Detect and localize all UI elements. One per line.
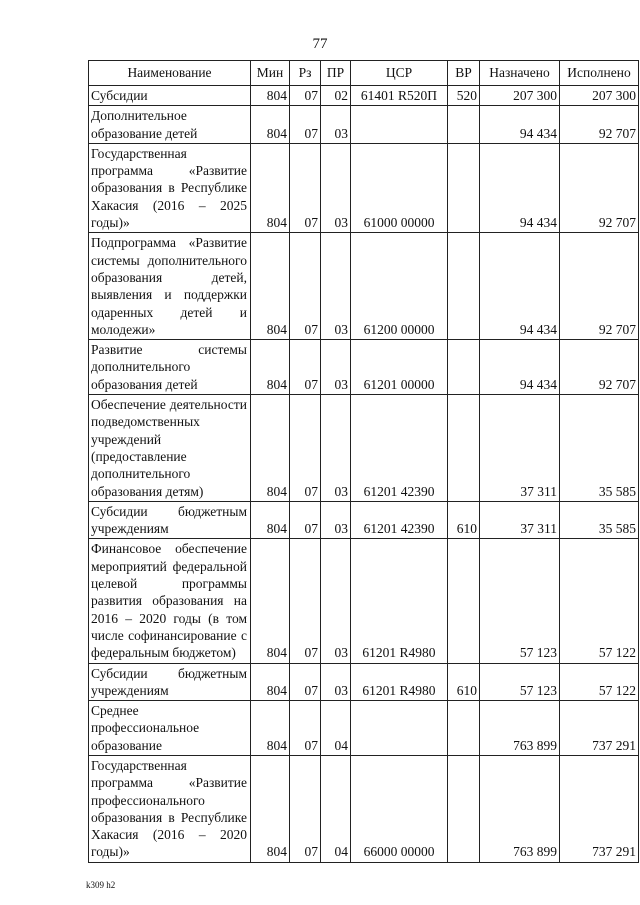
table-row <box>89 143 639 232</box>
row-csr <box>351 106 448 144</box>
row-min: 804 <box>251 395 290 502</box>
row-pr: 04 <box>321 755 351 862</box>
row-assigned: 94 434 <box>480 143 560 232</box>
row-executed: 737 291 <box>560 701 639 756</box>
row-name: Субсидии бюджетным учреждениям <box>89 501 251 539</box>
row-csr: 61000 00000 <box>351 143 448 232</box>
row-vr <box>448 539 480 663</box>
row-assigned: 207 300 <box>480 86 560 106</box>
row-csr: 61201 00000 <box>351 340 448 395</box>
row-name: Подпрограмма «Развитие системы дополнительного образования детей, выявления и поддержки одаренных детей и молодежи» <box>89 233 251 340</box>
row-assigned: 94 434 <box>480 106 560 144</box>
header-executed: Исполнено <box>560 61 639 86</box>
table-body <box>89 86 639 863</box>
row-csr: 61401 R520П <box>351 86 448 106</box>
header-name: Наименование <box>89 61 251 86</box>
row-pr: 02 <box>321 86 351 106</box>
table-row <box>89 340 639 395</box>
table-row <box>89 501 639 539</box>
row-rz: 07 <box>290 106 321 144</box>
row-rz: 07 <box>290 86 321 106</box>
row-min: 804 <box>251 701 290 756</box>
header-min: Мин <box>251 61 290 86</box>
row-pr: 03 <box>321 106 351 144</box>
row-pr: 03 <box>321 663 351 701</box>
row-executed: 92 707 <box>560 340 639 395</box>
table-row <box>89 395 639 502</box>
row-pr: 03 <box>321 395 351 502</box>
row-csr: 61201 42390 <box>351 501 448 539</box>
row-executed: 35 585 <box>560 395 639 502</box>
row-csr <box>351 701 448 756</box>
row-name: Государственная программа «Развитие профессионального образования в Республике Хакасия (2016 – 2020 годы)» <box>89 755 251 862</box>
table-row <box>89 663 639 701</box>
row-pr: 03 <box>321 143 351 232</box>
row-rz: 07 <box>290 395 321 502</box>
row-csr: 66000 00000 <box>351 755 448 862</box>
row-executed: 57 122 <box>560 539 639 663</box>
row-vr: 610 <box>448 663 480 701</box>
row-vr <box>448 106 480 144</box>
row-name: Обеспечение деятельности подведомственных учреждений (предоставление дополнительного образования детям) <box>89 395 251 502</box>
row-rz: 07 <box>290 340 321 395</box>
table-row <box>89 701 639 756</box>
row-name: Развитие системы дополнительного образования детей <box>89 340 251 395</box>
row-csr: 61201 R4980 <box>351 539 448 663</box>
row-min: 804 <box>251 106 290 144</box>
row-vr <box>448 701 480 756</box>
row-rz: 07 <box>290 701 321 756</box>
header-csr: ЦСР <box>351 61 448 86</box>
header-rz: Рз <box>290 61 321 86</box>
row-min: 804 <box>251 539 290 663</box>
row-executed: 92 707 <box>560 106 639 144</box>
row-assigned: 57 123 <box>480 539 560 663</box>
row-assigned: 57 123 <box>480 663 560 701</box>
row-min: 804 <box>251 755 290 862</box>
row-assigned: 37 311 <box>480 395 560 502</box>
table-row <box>89 86 639 106</box>
row-csr: 61200 00000 <box>351 233 448 340</box>
header-vr: ВР <box>448 61 480 86</box>
row-executed: 35 585 <box>560 501 639 539</box>
table-row <box>89 539 639 663</box>
row-vr <box>448 755 480 862</box>
row-min: 804 <box>251 501 290 539</box>
row-vr: 520 <box>448 86 480 106</box>
row-rz: 07 <box>290 539 321 663</box>
row-pr: 03 <box>321 501 351 539</box>
row-min: 804 <box>251 340 290 395</box>
budget-table <box>88 60 639 863</box>
table-header-row <box>89 61 639 86</box>
row-csr: 61201 42390 <box>351 395 448 502</box>
row-pr: 03 <box>321 340 351 395</box>
row-executed: 737 291 <box>560 755 639 862</box>
row-pr: 04 <box>321 701 351 756</box>
row-name: Государственная программа «Развитие образования в Республике Хакасия (2016 – 2025 годы)» <box>89 143 251 232</box>
row-executed: 92 707 <box>560 233 639 340</box>
row-rz: 07 <box>290 143 321 232</box>
row-vr <box>448 143 480 232</box>
header-assigned: Назначено <box>480 61 560 86</box>
table-row <box>89 233 639 340</box>
row-assigned: 37 311 <box>480 501 560 539</box>
row-executed: 57 122 <box>560 663 639 701</box>
row-vr <box>448 395 480 502</box>
row-name: Дополнительное образование детей <box>89 106 251 144</box>
table-row <box>89 755 639 862</box>
row-min: 804 <box>251 86 290 106</box>
row-vr <box>448 340 480 395</box>
row-assigned: 94 434 <box>480 233 560 340</box>
footer-code: k309 h2 <box>86 880 116 890</box>
row-name: Среднее профессиональное образование <box>89 701 251 756</box>
row-assigned: 94 434 <box>480 340 560 395</box>
row-name: Субсидии бюджетным учреждениям <box>89 663 251 701</box>
row-name: Финансовое обеспечение мероприятий федеральной целевой программы развития образования на 2016 – 2020 годы (в том числе софинансирование с федеральным бюджетом) <box>89 539 251 663</box>
row-name: Субсидии <box>89 86 251 106</box>
row-min: 804 <box>251 663 290 701</box>
row-rz: 07 <box>290 663 321 701</box>
row-pr: 03 <box>321 539 351 663</box>
row-rz: 07 <box>290 501 321 539</box>
row-vr <box>448 233 480 340</box>
header-pr: ПР <box>321 61 351 86</box>
row-executed: 207 300 <box>560 86 639 106</box>
row-rz: 07 <box>290 755 321 862</box>
row-executed: 92 707 <box>560 143 639 232</box>
page-number: 77 <box>312 36 328 52</box>
row-min: 804 <box>251 233 290 340</box>
row-assigned: 763 899 <box>480 755 560 862</box>
row-pr: 03 <box>321 233 351 340</box>
row-assigned: 763 899 <box>480 701 560 756</box>
row-min: 804 <box>251 143 290 232</box>
row-vr: 610 <box>448 501 480 539</box>
table-row <box>89 106 639 144</box>
row-csr: 61201 R4980 <box>351 663 448 701</box>
row-rz: 07 <box>290 233 321 340</box>
